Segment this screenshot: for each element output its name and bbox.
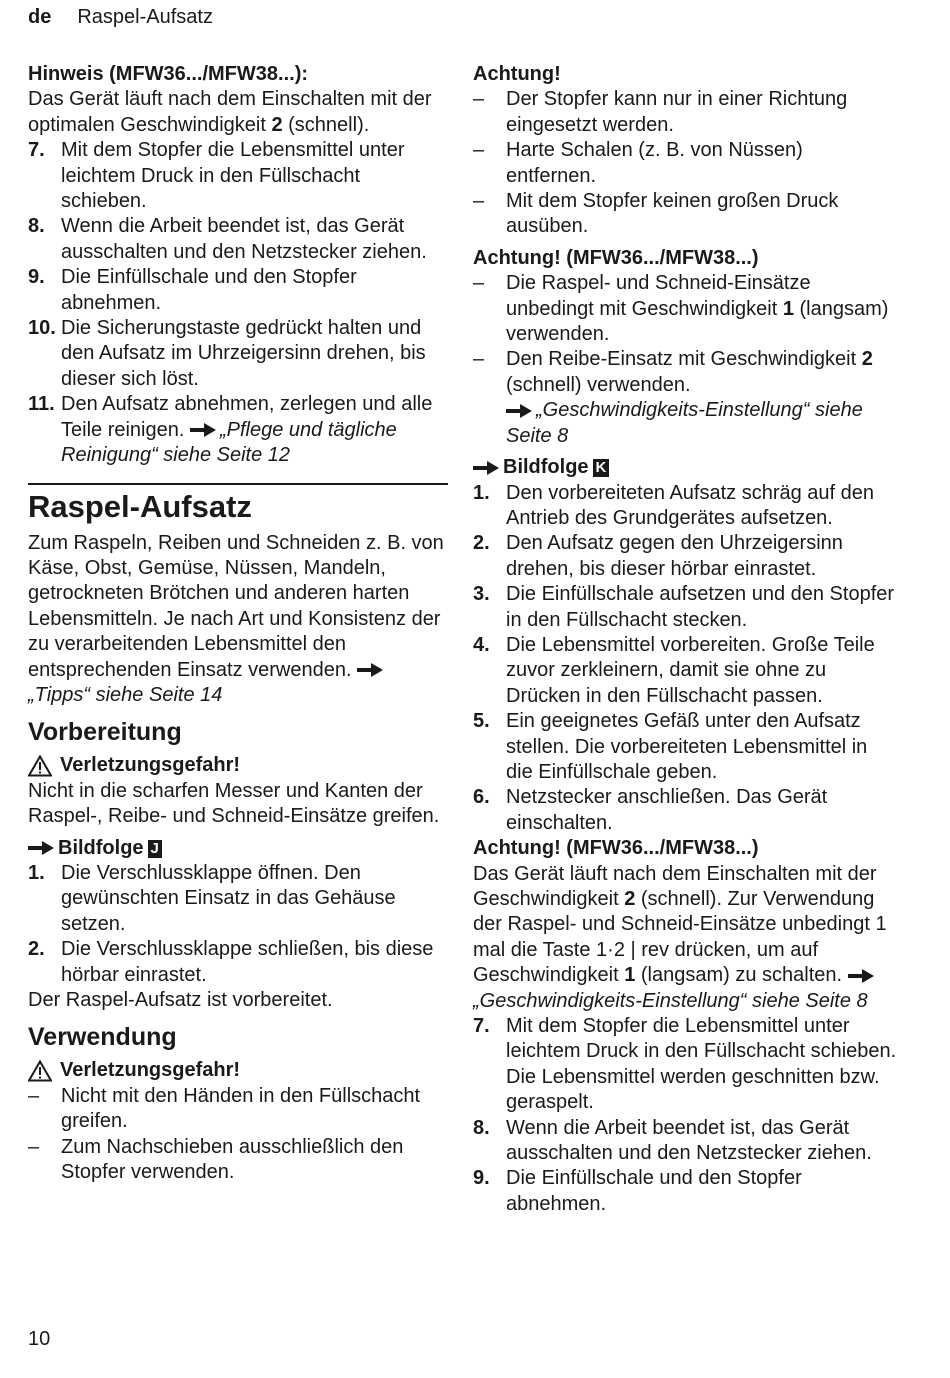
attention-heading: Achtung! (MFW36.../MFW38...) bbox=[473, 837, 759, 860]
bildfolge-reference: Bildfolge J bbox=[28, 836, 448, 861]
page-header bbox=[28, 6, 213, 29]
note-heading: Hinweis (MFW36.../MFW38...): bbox=[28, 63, 309, 85]
steps-bottom-list bbox=[473, 1014, 898, 1217]
speed-key-label: 1·2 | rev bbox=[596, 938, 670, 961]
steps-list bbox=[473, 481, 898, 837]
arrow-right-icon bbox=[190, 423, 216, 437]
attention-heading: Achtung! bbox=[473, 63, 561, 85]
cross-reference-link[interactable]: „Geschwindigkeits-Einstellung“ siehe Seite 8 bbox=[506, 399, 863, 447]
list-item: – Zum Nachschieben ausschließlich den Stopfer verwenden. bbox=[28, 1135, 404, 1184]
list-item: 4. Die Lebensmittel vorbereiten. Große Teile zuvor zerkleinern, damit sie ohne zu Drücken in den Füllschacht passen. bbox=[473, 633, 875, 707]
use-dash-list bbox=[28, 1084, 448, 1186]
list-item: 9. Die Einfüllschale und den Stopfer abnehmen. bbox=[473, 1167, 802, 1215]
list-item: 7. Mit dem Stopfer die Lebensmittel unter leichtem Druck in den Füllschacht schieben. bbox=[28, 139, 405, 213]
list-item: 5. Ein geeignetes Gefäß unter den Aufsatz stellen. Die vorbereiteten Lebensmittel in die Einfüllschale geben. bbox=[473, 710, 868, 783]
arrow-right-icon bbox=[848, 969, 874, 983]
section-title: Raspel-Aufsatz bbox=[28, 488, 252, 524]
list-item: 11. Den Aufsatz abnehmen, zerlegen und alle Teile reinigen. „Pflege und tägliche Reinigung“ siehe Seite 12 bbox=[28, 393, 433, 467]
list-item: 3. Die Einfüllschale aufsetzen und den Stopfer in den Füllschacht stecken. bbox=[473, 583, 895, 631]
attention-list bbox=[473, 87, 898, 239]
left-column bbox=[28, 62, 448, 1185]
list-item: – Harte Schalen (z. B. von Nüssen) entfernen. bbox=[473, 139, 803, 187]
arrow-right-icon bbox=[28, 841, 54, 855]
list-item: 2. Den Aufsatz gegen den Uhrzeigersinn drehen, bis dieser hörbar einrastet. bbox=[473, 532, 843, 580]
list-item: – Den Reibe-Einsatz mit Geschwindigkeit 2 (schnell) verwenden. „Geschwindigkeits-Einstellung“ siehe Seite 8 bbox=[473, 348, 873, 447]
arrow-right-icon bbox=[473, 461, 499, 475]
list-item: – Mit dem Stopfer keinen großen Druck ausüben. bbox=[473, 190, 839, 238]
cross-reference-link[interactable]: „Pflege und tägliche Reinigung“ siehe Seite 12 bbox=[61, 418, 397, 467]
list-item: – Die Raspel- und Schneid-Einsätze unbedingt mit Geschwindigkeit 1 (langsam) verwenden. bbox=[473, 272, 889, 346]
list-item: 6. Netzstecker anschließen. Das Gerät einschalten. bbox=[473, 786, 828, 834]
cross-reference-link[interactable]: „Tipps“ siehe Seite 14 bbox=[28, 683, 223, 706]
intro-text: Zum Raspeln, Reiben und Schneiden z. B. von Käse, Obst, Gemüse, Nüssen, Mandeln, getrockneten Brötchen und anderen harten Lebensmitteln. Je nach Art und Konsistenz der zu verarbeitenden Lebensmittel den entsprechenden Einsatz verwenden. „Tipps“ siehe Seite 14 bbox=[28, 531, 444, 706]
language-code: de bbox=[28, 6, 52, 28]
list-item: 1. Den vorbereiteten Aufsatz schräg auf den Antrieb des Grundgerätes aufsetzen. bbox=[473, 481, 875, 529]
figure-letter-badge: J bbox=[148, 840, 162, 858]
header-title: Raspel-Aufsatz bbox=[77, 6, 213, 28]
bildfolge-reference: Bildfolge K bbox=[473, 455, 898, 480]
list-item: 9. Die Einfüllschale und den Stopfer abnehmen. bbox=[28, 266, 357, 314]
page-number: 10 bbox=[28, 1328, 51, 1350]
note-text: Das Gerät läuft nach dem Einschalten mit der optimalen Geschwindigkeit 2 (schnell). bbox=[28, 88, 432, 136]
prep-done-text: Der Raspel-Aufsatz ist vorbereitet. bbox=[28, 989, 333, 1011]
arrow-right-icon bbox=[506, 404, 532, 418]
cross-reference-link[interactable]: „Geschwindigkeits-Einstellung“ siehe Seite 8 bbox=[473, 989, 868, 1012]
list-item: 2. Die Verschlussklappe schließen, bis diese hörbar einrastet. bbox=[28, 938, 434, 986]
warning-text: Nicht in die scharfen Messer und Kanten der Raspel-, Reibe- und Schneid-Einsätze greifen. bbox=[28, 779, 440, 828]
list-item: – Der Stopfer kann nur in einer Richtung eingesetzt werden. bbox=[473, 88, 848, 136]
list-item: – Nicht mit den Händen in den Füllschacht greifen. bbox=[28, 1084, 421, 1133]
subsection-title: Vorbereitung bbox=[28, 718, 182, 747]
arrow-right-icon bbox=[357, 663, 383, 677]
subsection-title: Verwendung bbox=[28, 1023, 177, 1052]
warning-triangle-icon bbox=[28, 755, 52, 777]
warning-heading: Verletzungsgefahr! bbox=[28, 1058, 448, 1083]
attention-text: Das Gerät läuft nach dem Einschalten mit der Geschwindigkeit 2 (schnell). Zur Verwendung der Raspel- und Schneid-Einsätze unbedingt 1 mal die Taste 1·2 | rev drücken, um auf Geschwindigkeit 1 (langsam) zu schalten. „Geschwindigkeits-Einstellung“ siehe Seite 8 bbox=[473, 862, 887, 1012]
attention-heading: Achtung! (MFW36.../MFW38...) bbox=[473, 246, 759, 269]
figure-letter-badge: K bbox=[593, 459, 610, 477]
right-column bbox=[473, 62, 898, 1217]
list-item: 8. Wenn die Arbeit beendet ist, das Gerät ausschalten und den Netzstecker ziehen. bbox=[28, 215, 427, 263]
warning-heading: Verletzungsgefahr! bbox=[28, 753, 448, 778]
list-item: 7. Mit dem Stopfer die Lebensmittel unter leichtem Druck in den Füllschacht schieben. Die Lebensmittel werden geschnitten bzw. geraspelt. bbox=[473, 1015, 897, 1114]
section-divider bbox=[28, 483, 448, 485]
attention-list bbox=[473, 271, 898, 449]
list-item: 8. Wenn die Arbeit beendet ist, das Gerät ausschalten und den Netzstecker ziehen. bbox=[473, 1116, 872, 1165]
prep-steps-list bbox=[28, 861, 448, 988]
steps-top-list bbox=[28, 138, 448, 468]
list-item: 10. Die Sicherungstaste gedrückt halten und den Aufsatz im Uhrzeigersinn drehen, bis dieser sich löst. bbox=[28, 317, 426, 390]
warning-triangle-icon bbox=[28, 1060, 52, 1082]
list-item: 1. Die Verschlussklappe öffnen. Den gewünschten Einsatz in das Gehäuse setzen. bbox=[28, 861, 396, 935]
